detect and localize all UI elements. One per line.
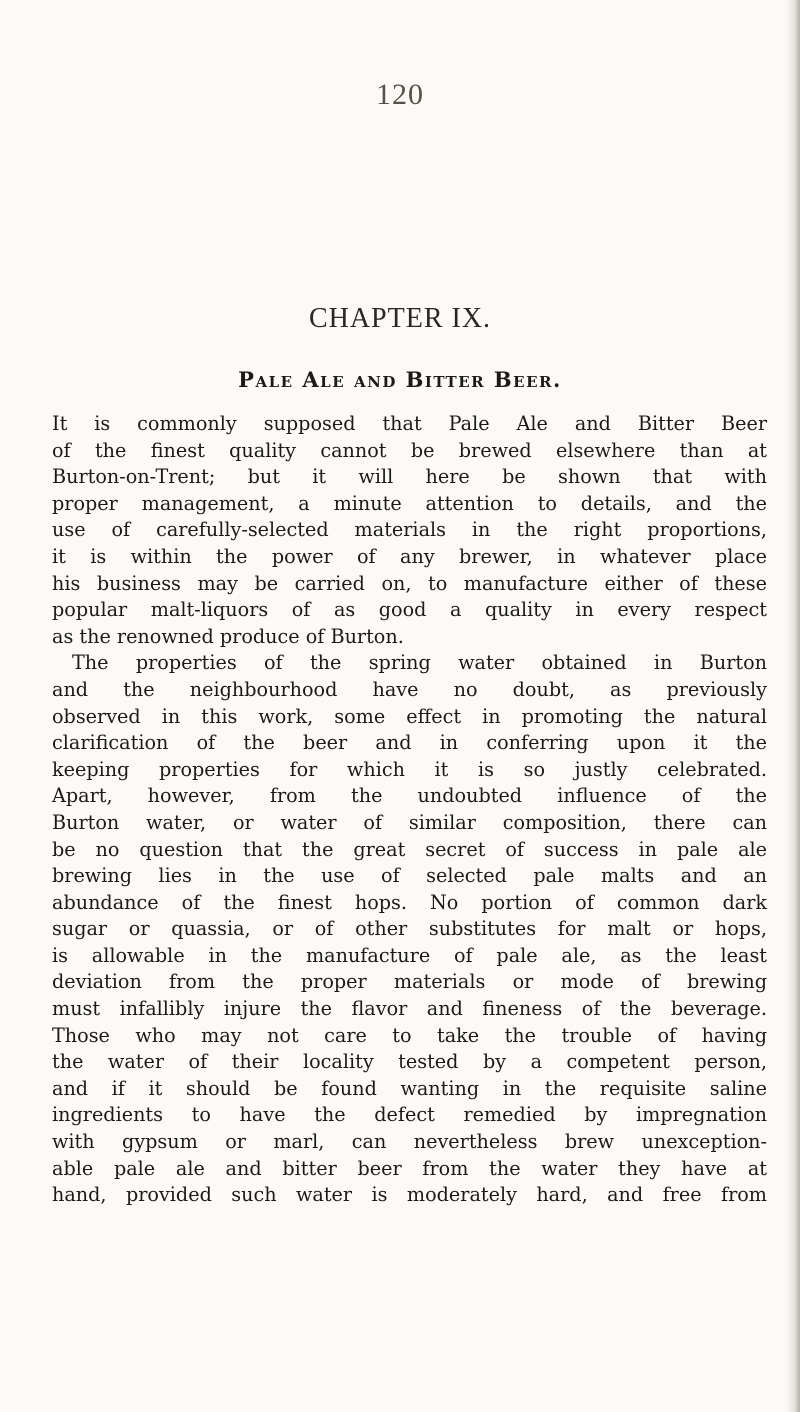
text-line: popular malt-liquors of as good a quality in every respect (52, 598, 767, 622)
text-line: his business may be carried on, to manufacture either of these (52, 571, 767, 595)
text-line: able pale ale and bitter beer from the water they have at (52, 1156, 767, 1180)
text-line: hand, provided such water is moderately hard, and free from (52, 1183, 767, 1207)
text-line: must infallibly injure the flavor and fineness of the beverage. (52, 997, 767, 1021)
text-line: keeping properties for which it is so justly celebrated. (52, 757, 767, 781)
text-line: Burton-on-Trent; but it will here be shown that with (52, 465, 767, 489)
text-line: with gypsum or marl, can nevertheless brew unexception- (52, 1130, 767, 1154)
text-line: brewing lies in the use of selected pale malts and an (52, 864, 767, 888)
text-line: and if it should be found wanting in the requisite saline (52, 1076, 767, 1100)
text-line: clarification of the beer and in conferring upon it the (52, 731, 767, 755)
text-line: sugar or quassia, or of other substitutes for malt or hops, (52, 917, 767, 941)
chapter-heading: CHAPTER IX. (308, 303, 492, 334)
text-line: it is within the power of any brewer, in whatever place (52, 544, 767, 568)
text-line: of the finest quality cannot be brewed elsewhere than at (52, 438, 767, 462)
page-edge-shadow (786, 0, 800, 1412)
text-line: Burton water, or water of similar composition, there can (52, 810, 767, 834)
text-line: use of carefully-selected materials in the right proportions, (52, 518, 767, 542)
text-line: ingredients to have the defect remedied by impregnation (52, 1103, 767, 1127)
text-line: abundance of the finest hops. No portion of common dark (52, 890, 767, 914)
body-text (52, 411, 767, 1209)
text-line: is allowable in the manufacture of pale ale, as the least (52, 943, 767, 967)
text-line: be no question that the great secret of success in pale ale (52, 837, 767, 861)
text-line: Apart, however, from the undoubted influence of the (52, 784, 767, 808)
text-line: the water of their locality tested by a competent person, (52, 1050, 767, 1074)
text-line: observed in this work, some effect in promoting the natural (52, 704, 767, 728)
section-title: Pale Ale and Bitter Beer. (238, 367, 562, 392)
text-line: proper management, a minute attention to details, and the (52, 491, 767, 515)
text-line: as the renowned produce of Burton. (52, 624, 404, 648)
text-line: It is commonly supposed that Pale Ale and Bitter Beer (52, 412, 767, 435)
page-number: 120 (376, 78, 424, 111)
text-line: The properties of the spring water obtained in Burton (72, 651, 767, 675)
text-line: and the neighbourhood have no doubt, as previously (52, 677, 767, 701)
text-line: deviation from the proper materials or mode of brewing (52, 970, 767, 994)
text-line: Those who may not care to take the trouble of having (52, 1023, 767, 1047)
